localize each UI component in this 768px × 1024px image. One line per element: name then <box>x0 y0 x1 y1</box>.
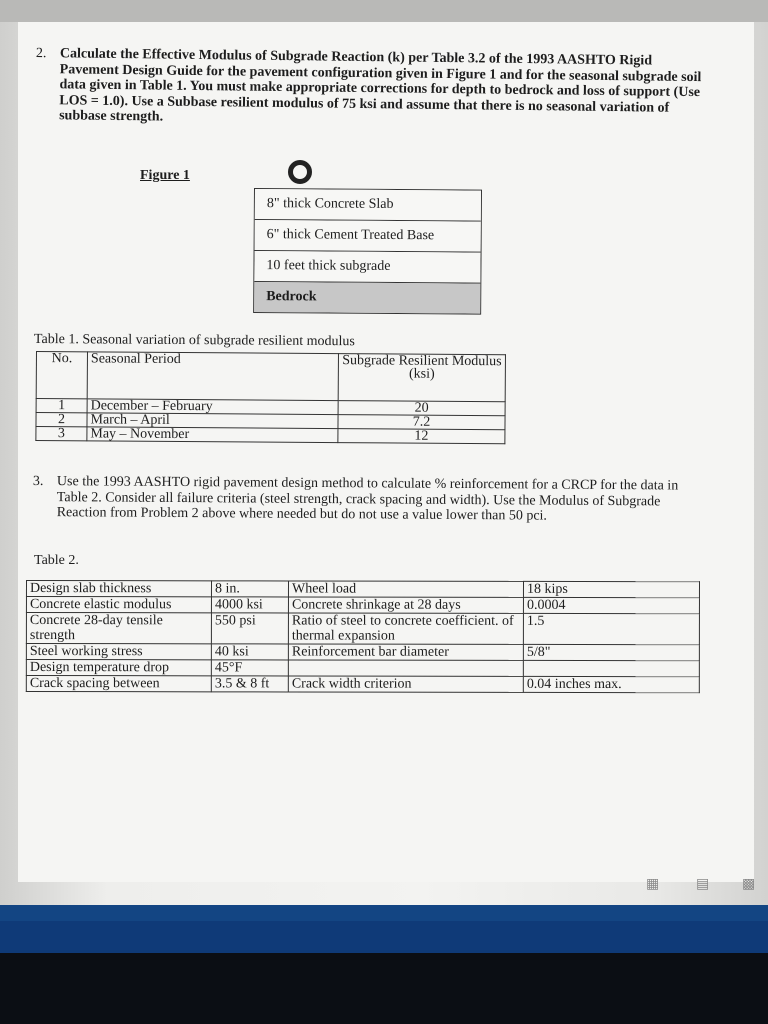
layer-bedrock: Bedrock <box>254 282 480 314</box>
layer-concrete-slab: 8" thick Concrete Slab <box>255 189 481 222</box>
table-cell: May – November <box>87 427 338 443</box>
table-1-header-period: Seasonal Period <box>87 352 338 401</box>
table-1-header-row <box>36 352 505 402</box>
taskbar-highlight <box>0 905 768 921</box>
table-cell: 4000 ksi <box>211 597 288 613</box>
table-cell: Wheel load <box>288 581 523 597</box>
problem-2-number: 2. <box>35 46 47 62</box>
table-cell: Reinforcement bar diameter <box>288 644 523 660</box>
table-cell: Concrete elastic modulus <box>26 597 211 613</box>
table-cell: Steel working stress <box>26 644 211 660</box>
table-cell: 1.5 <box>523 613 699 644</box>
table-cell: 20 <box>338 401 505 416</box>
table-row <box>26 660 699 677</box>
table-row <box>26 581 699 598</box>
table-cell: 5/8" <box>523 644 699 660</box>
table-cell: 45°F <box>211 660 288 676</box>
table-cell: 12 <box>338 429 505 444</box>
table-cell: Crack width criterion <box>288 676 523 692</box>
table-row <box>26 597 699 614</box>
problem-3-text: Use the 1993 AASHTO rigid pavement design method to calculate % reinforcement for a CRCP for the data in Table 2. Consider all failure criteria (steel strength, crack spacing and width). Use the Modulus of Subgrade Reaction from Problem 2 above where needed but do not use a value lower than 50 pci. <box>56 474 679 524</box>
problem-3-number: 3. <box>32 474 44 490</box>
problem-3 <box>33 474 688 525</box>
table-1 <box>35 351 506 444</box>
table-cell: 7.2 <box>338 415 505 430</box>
table-cell <box>523 660 699 676</box>
problem-2 <box>35 46 706 132</box>
table-cell: 2 <box>36 413 87 427</box>
layer-cement-treated-base: 6" thick Cement Treated Base <box>255 220 481 253</box>
layer-subgrade: 10 feet thick subgrade <box>254 251 480 284</box>
taskbar <box>0 905 768 953</box>
record-circle-icon <box>288 160 312 184</box>
window-top-edge <box>0 0 768 22</box>
table-row <box>26 613 699 645</box>
table-1-header-no: No. <box>36 352 87 399</box>
table-cell: March – April <box>87 413 338 429</box>
table-2-caption: Table 2. <box>34 553 79 568</box>
table-cell: 0.04 inches max. <box>523 676 699 692</box>
table-row <box>26 676 699 693</box>
figure-1-title: Figure 1 <box>140 168 190 183</box>
web-layout-icon[interactable]: ▩ <box>742 877 756 892</box>
table-cell: Design temperature drop <box>26 660 211 676</box>
problem-2-text: Calculate the Effective Modulus of Subgrade Reaction (k) per Table 3.2 of the 1993 AASHTO Rigid Pavement Design Guide for the pavement configuration given in Figure 1 and for the seasonal subgrade soil data given in Table 1. You must make appropriate corrections for depth to bedrock and loss of support (Use LOS = 1.0). Use a Subbase resilient modulus of 75 ksi and assume that there is no seasonal variation of subbase strength. <box>59 46 702 125</box>
table-cell: 0.0004 <box>523 597 699 613</box>
table-cell: December – February <box>87 399 338 415</box>
table-cell: Ratio of steel to concrete coefficient. of thermal expansion <box>288 613 523 644</box>
table-2 <box>26 580 700 693</box>
table-row <box>26 644 699 661</box>
read-mode-icon[interactable]: ▦ <box>646 877 660 892</box>
table-cell: 3 <box>36 427 87 441</box>
table-cell: 18 kips <box>523 581 699 597</box>
print-layout-icon[interactable]: ▤ <box>696 877 710 892</box>
table-cell: Crack spacing between <box>26 676 211 692</box>
table-cell: 8 in. <box>211 581 288 597</box>
table-cell: Concrete shrinkage at 28 days <box>288 597 523 613</box>
table-cell: 550 psi <box>211 613 288 644</box>
table-cell: 3.5 & 8 ft <box>211 676 288 692</box>
table-1-caption: Table 1. Seasonal variation of subgrade resilient modulus <box>33 332 355 350</box>
table-cell <box>288 660 523 676</box>
table-row <box>36 427 505 444</box>
table-cell: 40 ksi <box>211 644 288 660</box>
table-cell: 1 <box>36 399 87 413</box>
figure-1-pavement-layers <box>253 188 482 315</box>
table-1-header-modulus: Subgrade Resilient Modulus (ksi) <box>338 354 505 402</box>
table-cell: Concrete 28-day tensile strength <box>26 613 211 644</box>
document-page <box>18 22 754 882</box>
table-cell: Design slab thickness <box>26 581 211 597</box>
